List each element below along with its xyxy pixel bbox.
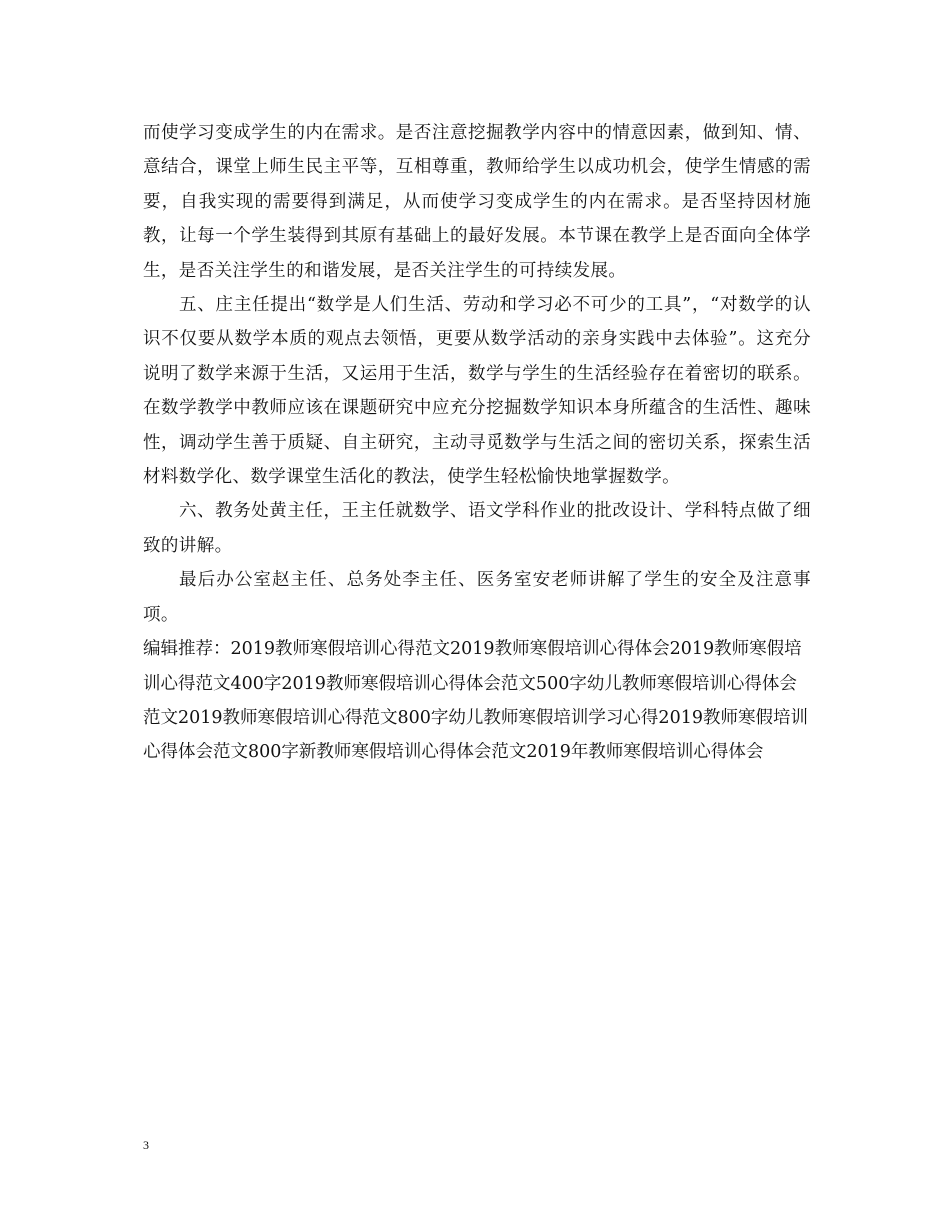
paragraph-closing: 最后办公室赵主任、总务处李主任、医务室安老师讲解了学生的安全及注意事项。 [143,570,811,625]
editor-recommendation: 编辑推荐：2019教师寒假培训心得范文2019教师寒假培训心得体会2019教师寒假培训心得范文400字2019教师寒假培训心得体会范文500字幼儿教师寒假培训心得体会范文2019教师寒假培训心得范文800字幼儿教师寒假培训学习心得2019教师寒假培训心得体会范文800字新教师寒假培训心得体会范文2019年教师寒假培训心得体会 [143,639,808,763]
paragraph-continued: 而使学习变成学生的内在需求。是否注意挖掘教学内容中的情意因素，做到知、情、意结合，课堂上师生民主平等，互相尊重，教师给学生以成功机会，使学生情感的需要，自我实现的需要得到满足，从而使学习变成学生的内在需求。是否坚持因材施教，让每一个学生装得到其原有基础上的最好发展。本节课在教学上是否面向全体学生，是否关注学生的和谐发展，是否关注学生的可持续发展。 [143,123,811,281]
paragraph-item-five: 五、庄主任提出“数学是人们生活、劳动和学习必不可少的工具”，“对数学的认识不仅要从数学本质的观点去领悟，更要从数学活动的亲身实践中去体验”。这充分说明了数学来源于生活，又运用于生活，数学与学生的生活经验存在着密切的联系。在数学教学中教师应该在课题研究中应充分挖掘数学知识本身所蕴含的生活性、趣味性，调动学生善于质疑、自主研究，主动寻觅数学与生活之间的密切关系，探索生活材料数学化、数学课堂生活化的教法，使学生轻松愉快地掌握数学。 [143,295,811,488]
document-body [143,116,811,770]
paragraph-item-six: 六、教务处黄主任，王主任就数学、语文学科作业的批改设计、学科特点做了细致的讲解。 [143,501,811,556]
page-number: 3 [143,1138,149,1152]
